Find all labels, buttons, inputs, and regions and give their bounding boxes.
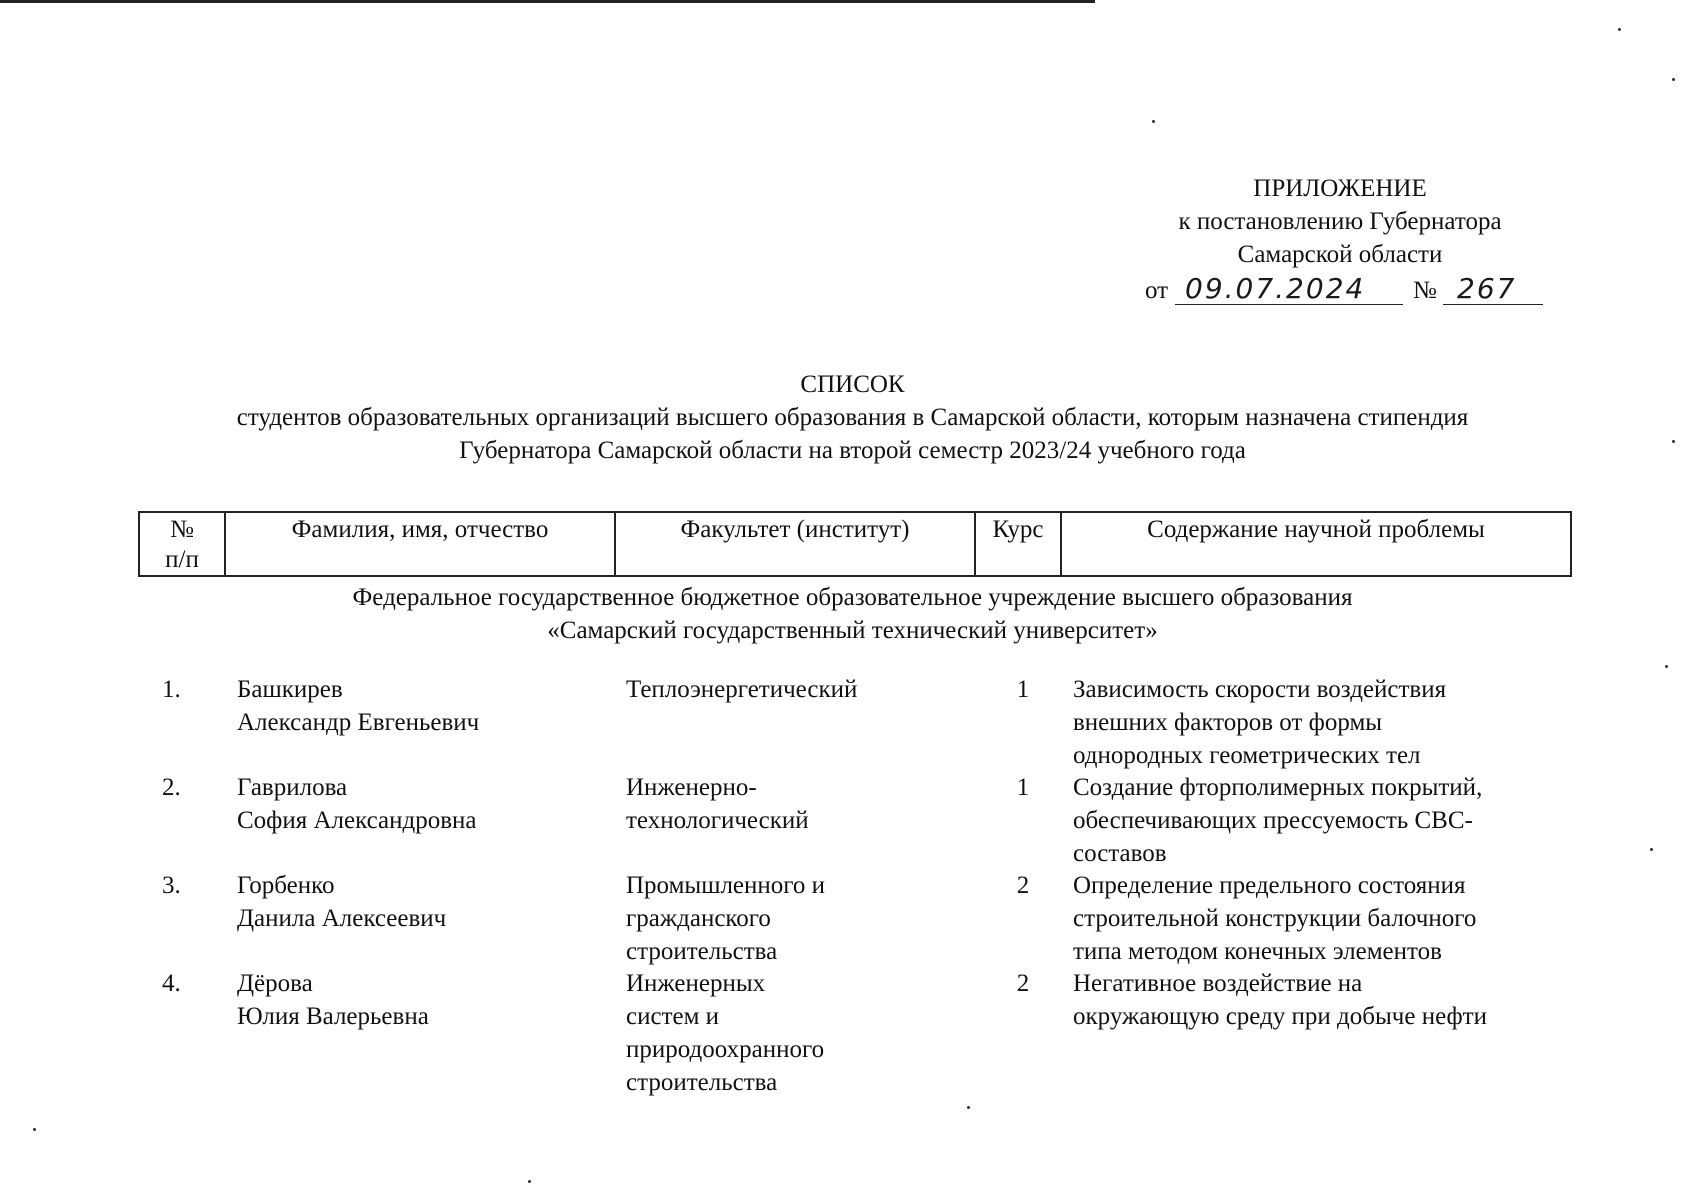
header-topic: Содержание научной проблемы bbox=[1147, 516, 1485, 543]
student-name bbox=[237, 771, 597, 837]
student-name bbox=[237, 673, 597, 739]
faculty-line: природоохранного bbox=[626, 1036, 825, 1063]
number-prefix: № bbox=[1413, 277, 1437, 304]
surname: Гаврилова bbox=[237, 774, 348, 801]
surname: Горбенко bbox=[237, 872, 335, 899]
university-line-1: Федеральное государственное бюджетное образовательное учреждение высшего образования bbox=[352, 584, 1353, 611]
topic-line: однородных геометрических тел bbox=[1073, 742, 1421, 769]
scan-speck bbox=[1650, 848, 1653, 851]
course: 2 bbox=[1016, 970, 1030, 997]
research-topic bbox=[1073, 771, 1573, 870]
header-name: Фамилия, имя, отчество bbox=[226, 513, 616, 575]
research-topic bbox=[1073, 967, 1573, 1033]
faculty bbox=[626, 967, 956, 1099]
row-number: 3. bbox=[162, 872, 181, 899]
column-header-table bbox=[138, 511, 1572, 577]
faculty bbox=[626, 771, 956, 837]
scan-speck bbox=[33, 1128, 36, 1131]
research-topic bbox=[1073, 869, 1573, 968]
given-names: Александр Евгеньевич bbox=[237, 709, 480, 736]
topic-line: типа методом конечных элементов bbox=[1073, 938, 1442, 965]
topic-line: Негативное воздействие на bbox=[1073, 970, 1363, 997]
topic-line: Создание фторполимерных покрытий, bbox=[1073, 774, 1483, 801]
course: 1 bbox=[1016, 676, 1030, 703]
row-number: 4. bbox=[162, 970, 181, 997]
header-num-line-1: № bbox=[170, 516, 194, 543]
faculty-line: Инженерно- bbox=[626, 774, 757, 801]
appendix-line-3: Самарской области bbox=[1237, 241, 1443, 268]
university-heading bbox=[0, 581, 1705, 647]
research-topic bbox=[1073, 673, 1573, 772]
faculty-line: Промышленного и bbox=[626, 872, 826, 899]
topic-line: окружающую среду при добыче нефти bbox=[1073, 1003, 1487, 1030]
title-line-2: студентов образовательных организаций высшего образования в Самарской области, которым назначена стипендия bbox=[236, 404, 1469, 431]
faculty bbox=[626, 869, 956, 968]
given-names: София Александровна bbox=[237, 807, 477, 834]
header-course: Курс bbox=[976, 513, 1062, 575]
header-faculty: Факультет (институт) bbox=[616, 513, 976, 575]
surname: Башкирев bbox=[237, 676, 343, 703]
topic-line: Зависимость скорости воздействия bbox=[1073, 676, 1447, 703]
given-names: Юлия Валерьевна bbox=[237, 1003, 429, 1030]
header-num bbox=[140, 513, 226, 575]
topic-line: Определение предельного состояния bbox=[1073, 872, 1466, 899]
university-line-2: «Самарский государственный технический университет» bbox=[547, 617, 1158, 644]
faculty-line: систем и bbox=[626, 1003, 720, 1030]
topic-line: составов bbox=[1073, 840, 1167, 867]
faculty-line: гражданского bbox=[626, 905, 771, 932]
date-prefix: от bbox=[1145, 277, 1169, 304]
appendix-block bbox=[1110, 172, 1570, 271]
header-num-line-2: п/п bbox=[165, 546, 199, 573]
scan-speck bbox=[1672, 78, 1675, 81]
top-border-line bbox=[0, 0, 1095, 3]
faculty bbox=[626, 673, 956, 706]
row-number: 2. bbox=[162, 774, 181, 801]
scan-speck bbox=[967, 1106, 970, 1109]
faculty-line: технологический bbox=[626, 807, 809, 834]
scan-speck bbox=[528, 1180, 531, 1183]
faculty-line: Теплоэнергетический bbox=[626, 676, 858, 703]
scan-speck bbox=[1672, 440, 1675, 443]
topic-line: обеспечивающих прессуемость СВС- bbox=[1073, 807, 1473, 834]
title-heading: СПИСОК bbox=[800, 371, 905, 398]
faculty-line: строительства bbox=[626, 938, 778, 965]
faculty-line: строительства bbox=[626, 1069, 778, 1096]
topic-line: строительной конструкции балочного bbox=[1073, 905, 1477, 932]
surname: Дёрова bbox=[237, 970, 313, 997]
appendix-title: ПРИЛОЖЕНИЕ bbox=[1253, 175, 1427, 202]
topic-line: внешних факторов от формы bbox=[1073, 709, 1383, 736]
scan-speck bbox=[1618, 28, 1621, 31]
course: 1 bbox=[1016, 774, 1030, 801]
handwritten-date: 09.07.2024 bbox=[1185, 272, 1366, 305]
course: 2 bbox=[1016, 872, 1030, 899]
row-number: 1. bbox=[162, 676, 181, 703]
handwritten-number: 267 bbox=[1457, 272, 1517, 305]
student-name bbox=[237, 869, 597, 935]
given-names: Данила Алексеевич bbox=[237, 905, 447, 932]
scan-speck bbox=[1665, 665, 1668, 668]
student-name bbox=[237, 967, 597, 1033]
faculty-line: Инженерных bbox=[626, 970, 766, 997]
title-line-3: Губернатора Самарской области на второй семестр 2023/24 учебного года bbox=[459, 437, 1246, 464]
appendix-line-2: к постановлению Губернатора bbox=[1178, 208, 1502, 235]
scan-speck bbox=[1152, 120, 1155, 123]
document-title bbox=[0, 368, 1705, 467]
